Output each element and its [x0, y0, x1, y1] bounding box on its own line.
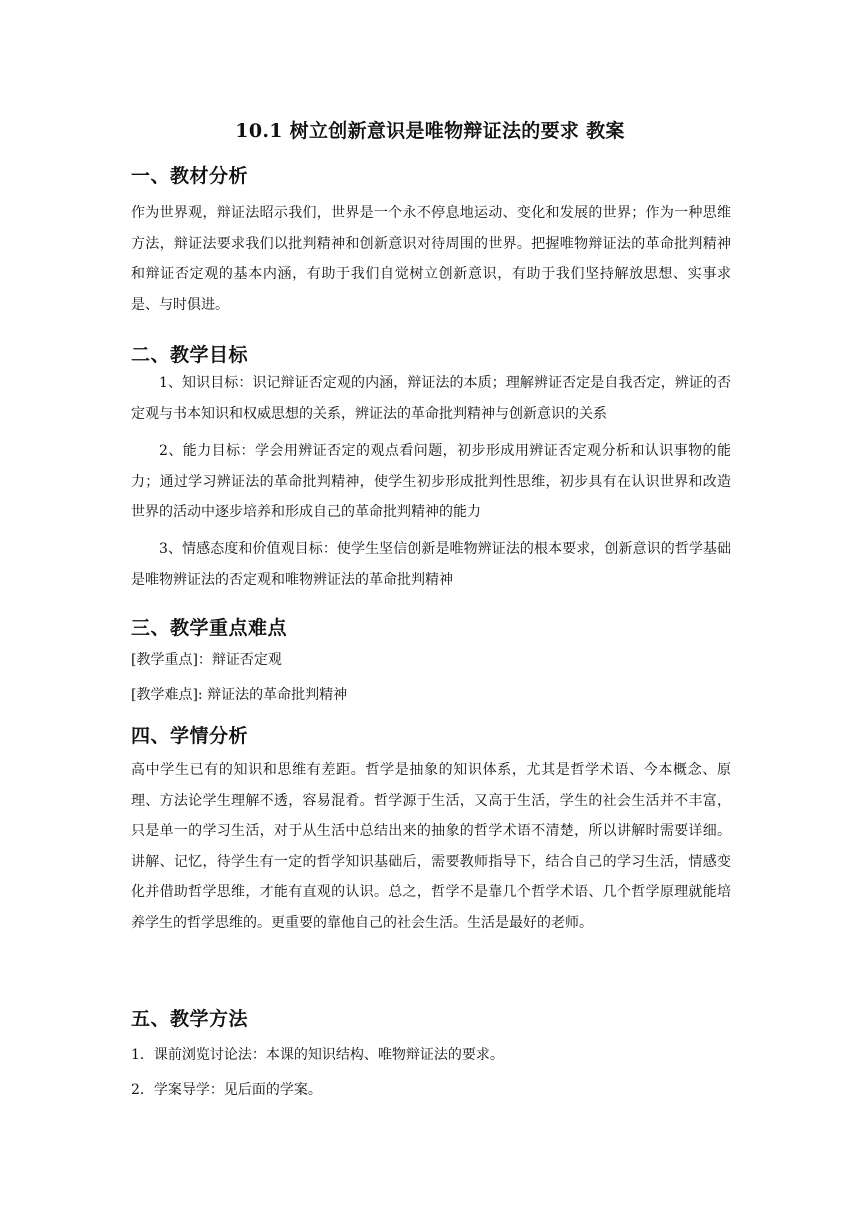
textbook-analysis-paragraph: 作为世界观，辩证法昭示我们，世界是一个永不停息地运动、变化和发展的世界；作为一种思维方法，辩证法要求我们以批判精神和创新意识对待周围的世界。把握唯物辩证法的革命批判精神和辩证否定观的基本内涵，有助于我们自觉树立创新意识，有助于我们坚持解放思想、实事求是、与时俱进。: [131, 205, 731, 313]
section-heading-teaching-objectives: 二、教学目标: [131, 344, 249, 366]
difficult-point-line: [教学难点]: 辩证法的革命批判精神: [131, 687, 348, 703]
objective-attitude-paragraph: 3、情感态度和价值观目标：使学生坚信创新是唯物辨证法的根本要求，创新意识的哲学基础是唯物辨证法的否定观和唯物辨证法的革命批判精神: [131, 541, 731, 588]
objective-ability-paragraph: 2、能力目标：学会用辨证否定的观点看问题，初步形成用辨证否定观分析和认识事物的能力；通过学习辨证法的革命批判精神，使学生初步形成批判性思维，初步具有在认识世界和改造世界的活动中逐步培养和形成自己的革命批判精神的能力: [131, 443, 731, 520]
key-point-line: [教学重点]：辩证否定观: [131, 652, 282, 668]
section-heading-teaching-methods: 五、教学方法: [131, 1008, 249, 1030]
document-title: 10.1 树立创新意识是唯物辩证法的要求 教案: [235, 120, 625, 142]
objective-knowledge-paragraph: 1、知识目标：识记辩证否定观的内涵，辩证法的本质；理解辨证否定是自我否定，辨证的否定观与书本知识和权威思想的关系，辨证法的革命批判精神与创新意识的关系: [131, 375, 731, 422]
student-analysis-paragraph: 高中学生已有的知识和思维有差距。哲学是抽象的知识体系，尤其是哲学术语、今本概念、原理、方法论学生理解不透，容易混肴。哲学源于生活，又高于生活，学生的社会生活并不丰富，只是单一的学习生活，对于从生活中总结出来的抽象的哲学术语不清楚，所以讲解时需要详细。讲解、记忆，待学生有一定的哲学知识基础后，需要教师指导下，结合自己的学习生活，情感变化并借助哲学思维，才能有直观的认识。总之，哲学不是靠几个哲学术语、几个哲学原理就能培养学生的哲学思维的。更重要的靠他自己的社会生活。生活是最好的老师。: [131, 762, 731, 931]
section-heading-key-points: 三、教学重点难点: [131, 617, 288, 639]
method-line-1: 1．课前浏览讨论法：本课的知识结构、唯物辩证法的要求。: [131, 1047, 504, 1063]
method-line-2: 2．学案导学：见后面的学案。: [131, 1082, 322, 1098]
section-heading-textbook-analysis: 一、教材分析: [131, 165, 249, 187]
section-heading-student-analysis: 四、学情分析: [131, 725, 249, 747]
